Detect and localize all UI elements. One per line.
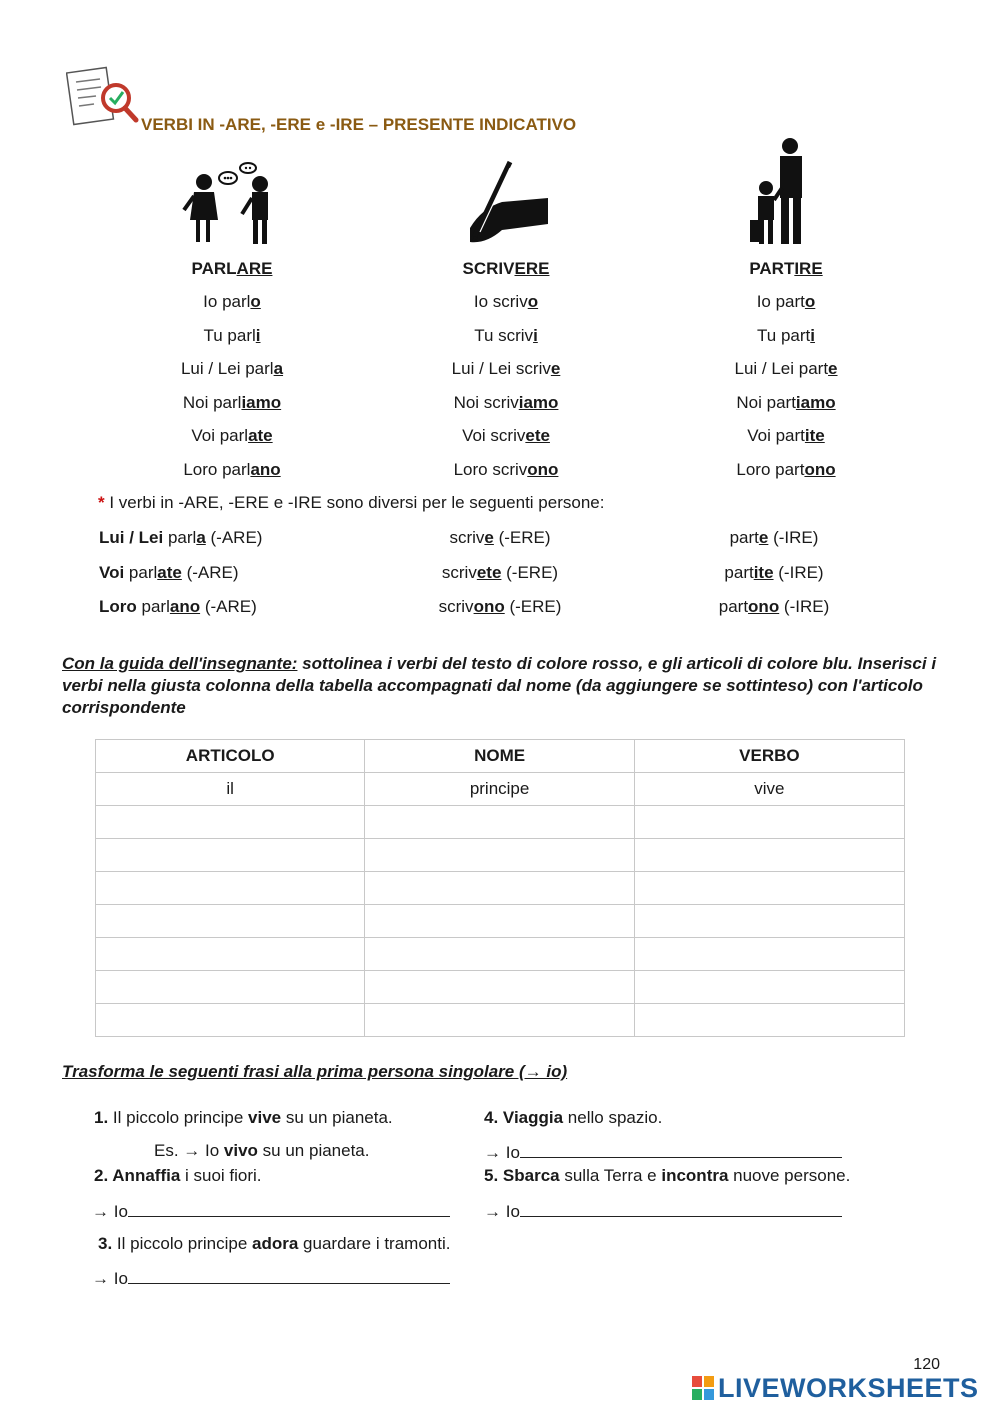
page-number: 120 bbox=[913, 1356, 940, 1373]
worksheet-check-icon bbox=[66, 64, 142, 130]
conjugation-form bbox=[112, 426, 352, 446]
conjugation-stem: Lui / Lei part bbox=[734, 359, 829, 378]
conjugation-ending: ate bbox=[248, 426, 273, 445]
conjugation-stem: Loro scriv bbox=[453, 459, 528, 479]
table-row bbox=[96, 773, 905, 806]
ending: ano bbox=[169, 597, 201, 616]
children-talking-icon bbox=[180, 158, 280, 248]
note-text: I verbi in -ARE, -ERE e -IRE sono diversi per le seguenti persone: bbox=[104, 493, 605, 512]
table-row bbox=[96, 971, 905, 1004]
group-tag: (-ERE) bbox=[501, 562, 559, 582]
liveworksheets-logo[interactable] bbox=[692, 1373, 979, 1404]
stem: part bbox=[724, 562, 754, 582]
instruction bbox=[62, 653, 942, 719]
sentence-text: guardare i tramonti. bbox=[298, 1234, 451, 1253]
sentence-verb: Viaggia bbox=[498, 1108, 564, 1127]
answer-prefix: → Io bbox=[92, 1202, 128, 1221]
header-articolo: ARTICOLO bbox=[96, 740, 365, 773]
sentence-text: Il piccolo principe bbox=[108, 1108, 249, 1127]
conjugation-stem: Io scriv bbox=[473, 292, 528, 311]
ending: ete bbox=[476, 562, 502, 582]
conjugation-form bbox=[112, 460, 352, 480]
answer-line-4[interactable] bbox=[484, 1141, 842, 1163]
difference-ire bbox=[654, 597, 894, 617]
sentence-number: 1. bbox=[94, 1108, 109, 1127]
conjugation-form bbox=[386, 393, 626, 413]
header-verbo: VERBO bbox=[634, 740, 904, 773]
conjugation-form bbox=[666, 426, 906, 446]
difference-are bbox=[99, 563, 239, 583]
conjugation-form bbox=[666, 460, 906, 480]
verb-stem: PART bbox=[749, 259, 795, 278]
conjugation-form bbox=[386, 460, 626, 480]
instruction-lead: Con la guida dell'insegnante: bbox=[62, 654, 298, 673]
conjugation-form bbox=[666, 292, 906, 312]
sentence-number: 3. bbox=[98, 1234, 113, 1253]
note-star: * bbox=[98, 493, 105, 512]
table-cell[interactable] bbox=[365, 872, 634, 905]
table-row bbox=[96, 872, 905, 905]
conjugation-form bbox=[386, 292, 626, 312]
table-cell[interactable] bbox=[365, 1004, 634, 1037]
answer-prefix: → Io bbox=[92, 1269, 128, 1288]
conjugation-stem: Noi parl bbox=[182, 392, 242, 412]
answer-blank[interactable] bbox=[128, 1200, 450, 1217]
sentence-2 bbox=[94, 1166, 262, 1186]
ending: e bbox=[758, 528, 769, 547]
table-cell[interactable] bbox=[96, 971, 365, 1004]
person: Loro bbox=[99, 597, 137, 616]
person: Voi bbox=[99, 562, 125, 582]
note bbox=[98, 493, 604, 513]
sentence-verb: Annaffia bbox=[108, 1166, 181, 1185]
table-cell[interactable] bbox=[365, 806, 634, 839]
group-tag: (-ARE) bbox=[205, 528, 263, 547]
conjugation-ending: iamo bbox=[795, 392, 836, 412]
conjugation-form bbox=[386, 426, 626, 446]
conjugation-stem: Io part bbox=[756, 292, 805, 311]
stem: scriv bbox=[438, 597, 474, 616]
sentence-5 bbox=[484, 1166, 850, 1186]
conjugation-stem: Loro parl bbox=[183, 459, 251, 479]
table-cell[interactable] bbox=[634, 905, 904, 938]
sentence-text: sulla Terra e bbox=[559, 1166, 662, 1185]
conjugation-stem: Lui / Lei scriv bbox=[451, 359, 551, 378]
conjugation-ending: ono bbox=[527, 459, 559, 479]
stem: parl bbox=[136, 597, 170, 616]
conjugation-ending: ono bbox=[804, 459, 836, 479]
answer-prefix: → Io bbox=[484, 1202, 520, 1221]
person: Lui / Lei bbox=[99, 528, 164, 547]
sentence-4 bbox=[484, 1108, 662, 1128]
difference-ere bbox=[380, 563, 620, 583]
verb-ending: ERE bbox=[514, 259, 550, 278]
table-row bbox=[96, 938, 905, 971]
conjugation-form bbox=[386, 326, 626, 346]
ending: e bbox=[484, 528, 494, 547]
verb-heading bbox=[686, 259, 886, 279]
conjugation-ending: iamo bbox=[241, 392, 282, 412]
difference-are bbox=[99, 528, 262, 548]
group-tag: (-IRE) bbox=[768, 528, 819, 547]
conjugation-stem: Lui / Lei parl bbox=[180, 359, 274, 378]
verb-heading bbox=[406, 259, 606, 279]
conjugation-ending: e bbox=[828, 359, 838, 378]
answer-line-3[interactable] bbox=[92, 1267, 450, 1289]
table-cell[interactable] bbox=[365, 971, 634, 1004]
conjugation-stem: Tu scriv bbox=[474, 325, 534, 345]
verb-stem: SCRIV bbox=[462, 259, 515, 278]
answer-line-5[interactable] bbox=[484, 1200, 842, 1222]
verb-heading bbox=[132, 259, 332, 279]
table-cell[interactable] bbox=[96, 839, 365, 872]
table-cell[interactable] bbox=[634, 839, 904, 872]
table-cell: vive bbox=[634, 773, 904, 806]
ending: ono bbox=[473, 597, 505, 616]
sentence-text: nuove persone. bbox=[728, 1166, 851, 1185]
stem: parl bbox=[124, 562, 158, 582]
conjugation-stem: Voi scriv bbox=[462, 426, 526, 445]
table-cell[interactable] bbox=[365, 938, 634, 971]
conjugation-form bbox=[386, 359, 626, 379]
sentence-verb: adora bbox=[252, 1234, 299, 1253]
parent-child-walking-icon bbox=[744, 136, 824, 248]
header-nome: NOME bbox=[365, 740, 634, 773]
conjugation-form bbox=[112, 292, 352, 312]
example-verb: vivo bbox=[223, 1141, 258, 1160]
table-cell[interactable] bbox=[96, 1004, 365, 1037]
ending: ite bbox=[753, 562, 774, 582]
conjugation-ending: o bbox=[804, 292, 816, 311]
example-answer bbox=[154, 1141, 369, 1161]
sentence-number: 5. bbox=[484, 1166, 499, 1185]
difference-ere bbox=[380, 528, 620, 548]
group-tag: (-IRE) bbox=[773, 562, 824, 582]
table-cell[interactable] bbox=[96, 806, 365, 839]
table-cell[interactable] bbox=[634, 806, 904, 839]
sentence-verb: vive bbox=[248, 1108, 282, 1127]
conjugation-ending: o bbox=[527, 292, 539, 311]
stem: scriv bbox=[441, 562, 477, 582]
group-tag: (-ARE) bbox=[200, 597, 257, 616]
sentence-verb: Sbarca bbox=[498, 1166, 560, 1185]
logo-text: LIVEWORKSHEETS bbox=[718, 1373, 979, 1403]
table-cell: principe bbox=[365, 773, 634, 806]
table-row bbox=[96, 1004, 905, 1037]
answer-blank[interactable] bbox=[128, 1267, 450, 1284]
articolo-nome-verbo-table bbox=[95, 739, 905, 1037]
ending: a bbox=[196, 528, 206, 547]
table-cell[interactable] bbox=[634, 938, 904, 971]
conjugation-ending: ite bbox=[804, 426, 825, 445]
group-tag: (-ARE) bbox=[181, 562, 239, 582]
stem: scriv bbox=[449, 528, 485, 547]
table-cell[interactable] bbox=[96, 905, 365, 938]
example-text: su un pianeta. bbox=[257, 1141, 370, 1160]
table-cell[interactable] bbox=[96, 938, 365, 971]
group-tag: (-ERE) bbox=[493, 528, 551, 547]
group-tag: (-ERE) bbox=[504, 597, 562, 616]
conjugation-ending: e bbox=[550, 359, 561, 378]
conjugation-stem: Tu parl bbox=[203, 325, 256, 345]
sentence-text: nello spazio. bbox=[563, 1108, 663, 1127]
exercise-title: Trasforma le seguenti frasi alla prima persona singolare (→ io) bbox=[62, 1062, 568, 1081]
sentence-text: i suoi fiori. bbox=[180, 1166, 262, 1185]
conjugation-ending: i bbox=[810, 325, 815, 345]
example-text: Es. → Io bbox=[154, 1141, 224, 1160]
conjugation-stem: Noi part bbox=[736, 392, 796, 412]
conjugation-ending: i bbox=[255, 325, 261, 345]
table-row bbox=[96, 839, 905, 872]
verb-ending: ARE bbox=[236, 259, 273, 278]
sentence-verb: incontra bbox=[661, 1166, 729, 1185]
conjugation-form bbox=[112, 326, 352, 346]
table-header-row bbox=[96, 740, 905, 773]
table-row bbox=[96, 806, 905, 839]
conjugation-ending: ete bbox=[525, 426, 550, 445]
liveworksheets-badge-icon bbox=[692, 1376, 714, 1400]
table-cell: il bbox=[96, 773, 365, 806]
table-cell[interactable] bbox=[634, 1004, 904, 1037]
sentence-1 bbox=[94, 1108, 393, 1128]
conjugation-form bbox=[666, 393, 906, 413]
difference-ere bbox=[380, 597, 620, 617]
sentence-text: Il piccolo principe bbox=[112, 1234, 253, 1253]
verb-ending: IRE bbox=[794, 259, 823, 278]
conjugation-stem: Voi part bbox=[747, 426, 805, 445]
table-cell[interactable] bbox=[365, 905, 634, 938]
sentence-text: su un pianeta. bbox=[281, 1108, 393, 1127]
conjugation-stem: Loro part bbox=[736, 459, 805, 479]
sentence-number: 2. bbox=[94, 1166, 109, 1185]
conjugation-ending: iamo bbox=[518, 392, 559, 412]
sentence-3 bbox=[98, 1234, 450, 1254]
verb-stem: PARL bbox=[191, 259, 237, 278]
conjugation-ending: ano bbox=[250, 459, 281, 479]
conjugation-ending: a bbox=[273, 359, 284, 378]
stem: part bbox=[718, 597, 749, 616]
conjugation-stem: Io parl bbox=[203, 292, 251, 311]
table-cell[interactable] bbox=[634, 872, 904, 905]
answer-prefix: → Io bbox=[484, 1143, 520, 1162]
answer-blank[interactable] bbox=[520, 1141, 842, 1158]
conjugation-form bbox=[666, 359, 906, 379]
stem: part bbox=[729, 528, 759, 547]
ending: ate bbox=[157, 562, 182, 582]
table-cell[interactable] bbox=[634, 971, 904, 1004]
sentence-number: 4. bbox=[484, 1108, 499, 1127]
difference-ire bbox=[654, 563, 894, 583]
difference-are bbox=[99, 597, 257, 617]
conjugation-form bbox=[112, 359, 352, 379]
table-cell[interactable] bbox=[96, 872, 365, 905]
difference-ire bbox=[654, 528, 894, 548]
instruction-text: sottolinea i verbi del testo di colore rosso, e gli articoli di colore blu. Inserisci i verbi nella giusta colonna della tabella accompagnati dal nome (da aggiungere se sottinteso) con l'articolo corrispondente bbox=[62, 654, 937, 717]
hand-writing-icon bbox=[462, 158, 552, 248]
table-row bbox=[96, 905, 905, 938]
conjugation-ending: o bbox=[250, 292, 261, 311]
conjugation-ending: i bbox=[533, 325, 538, 345]
table-cell[interactable] bbox=[365, 839, 634, 872]
answer-line-2[interactable] bbox=[92, 1200, 450, 1222]
conjugation-stem: Voi parl bbox=[191, 426, 249, 445]
page-title: VERBI IN -ARE, -ERE e -IRE – PRESENTE INDICATIVO bbox=[141, 115, 577, 134]
conjugation-form bbox=[666, 326, 906, 346]
stem: parl bbox=[163, 528, 197, 547]
conjugation-stem: Tu part bbox=[757, 325, 811, 345]
ending: ono bbox=[748, 597, 780, 616]
conjugation-stem: Noi scriv bbox=[453, 392, 519, 412]
group-tag: (-IRE) bbox=[779, 597, 830, 616]
conjugation-form bbox=[112, 393, 352, 413]
answer-blank[interactable] bbox=[520, 1200, 842, 1217]
